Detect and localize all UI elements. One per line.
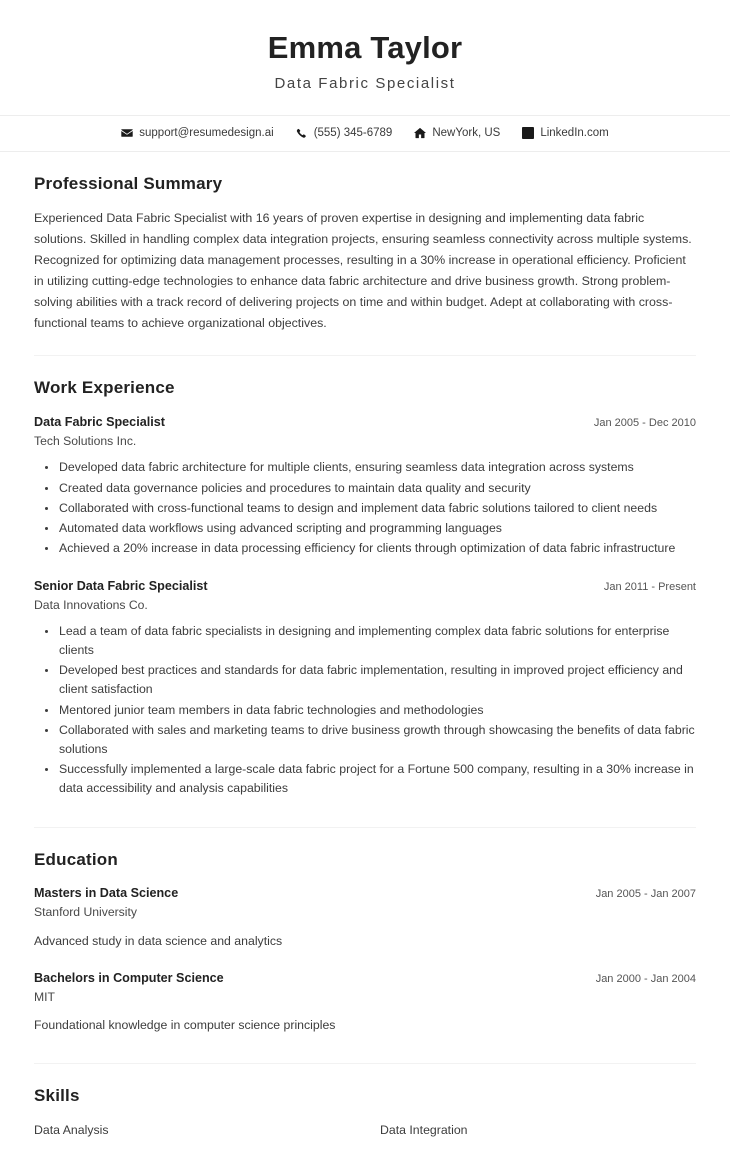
experience-dates: Jan 2011 - Present: [603, 580, 696, 593]
list-item: Achieved a 20% increase in data processing efficiency for clients through optimization of data fabric infrastructure: [34, 539, 696, 558]
education-description: Foundational knowledge in computer science principles: [34, 1018, 336, 1033]
header-job-title: Data Fabric Specialist: [274, 74, 456, 92]
contact-label-email: support@resumedesign.ai: [139, 127, 274, 140]
section-education: [0, 828, 730, 1064]
list-item: Collaborated with cross-functional teams to design and implement data fabric solutions tailored to client needs: [34, 499, 696, 518]
contact-item-email[interactable]: [121, 127, 273, 139]
section-work-experience: [0, 356, 730, 826]
experience-organization: Tech Solutions Inc.: [34, 433, 137, 448]
list-item: Developed data fabric architecture for multiple clients, ensuring seamless data integration across systems: [34, 458, 696, 477]
section-skills: [0, 1064, 730, 1165]
experience-entry: [34, 577, 696, 803]
experience-role: Data Fabric Specialist: [34, 414, 165, 429]
summary-text: Experienced Data Fabric Specialist with 16 years of proven expertise in designing and implementing data fabric solutions. Skilled in handling complex data integration projects, ensuring seamless connectivity across multiple systems. Recognized for optimizing data management processes, resulting in a 30% increase in operational efficiency. Proficient in utilizing cutting-edge technologies to enhance data fabric architecture and drive business growth. Strong problem-solving abilities with a track record of delivering projects on time and within budget. Adept at collaborating with cross-functional teams to achieve organizational objectives.: [34, 211, 692, 330]
section-title-skills: Skills: [34, 1086, 80, 1106]
contact-item-linkedin[interactable]: [522, 127, 608, 139]
experience-entry: [34, 413, 696, 563]
experience-entry-head: [34, 577, 696, 596]
contact-label-phone: (555) 345-6789: [313, 127, 393, 140]
education-entry: [34, 884, 696, 955]
section-title-summary: Professional Summary: [34, 174, 223, 194]
skill-item: Data Analysis: [34, 1122, 109, 1137]
education-description: Advanced study in data science and analytics: [34, 933, 283, 948]
skill-item: Data Integration: [380, 1122, 468, 1137]
experience-entry-head: [34, 413, 696, 432]
section-professional-summary: [0, 152, 730, 355]
education-institution: Stanford University: [34, 905, 137, 920]
linkedin-icon: [522, 127, 534, 139]
experience-organization: Data Innovations Co.: [34, 597, 148, 612]
education-dates: Jan 2005 - Jan 2007: [595, 888, 696, 901]
contact-bar: [0, 115, 730, 152]
list-item: Lead a team of data fabric specialists in designing and implementing complex data fabric solutions for enterprise clients: [34, 622, 696, 660]
experience-dates: Jan 2005 - Dec 2010: [593, 416, 696, 429]
section-title-experience: Work Experience: [34, 378, 175, 398]
section-title-education: Education: [34, 849, 118, 869]
education-entry: [34, 969, 696, 1040]
contact-label-linkedin: LinkedIn.com: [540, 127, 609, 140]
education-entry-head: [34, 884, 696, 903]
list-item: Automated data workflows using advanced scripting and programming languages: [34, 519, 696, 538]
experience-role: Senior Data Fabric Specialist: [34, 578, 208, 593]
list-item: Successfully implemented a large-scale data fabric project for a Fortune 500 company, resulting in a 30% increase in data accessibility and analysis capabilities: [34, 760, 696, 798]
experience-bullet-list: [34, 622, 696, 797]
phone-icon: [296, 127, 308, 139]
resume-header: [0, 0, 730, 115]
education-degree: Masters in Data Science: [34, 886, 179, 901]
experience-entries: [34, 413, 696, 827]
page-title: Emma Taylor: [267, 30, 463, 65]
contact-item-phone[interactable]: [296, 127, 393, 139]
skills-grid: [34, 1121, 696, 1165]
education-institution: MIT: [34, 989, 55, 1004]
list-item: Mentored junior team members in data fabric technologies and methodologies: [34, 701, 696, 720]
list-item: Created data governance policies and procedures to maintain data quality and security: [34, 479, 696, 498]
home-icon: [414, 127, 426, 139]
envelope-icon: [121, 127, 133, 139]
education-entries: [34, 884, 696, 1063]
list-item: Collaborated with sales and marketing teams to drive business growth through showcasing the benefits of data fabric solutions: [34, 721, 696, 759]
contact-item-location[interactable]: [414, 127, 500, 139]
contact-label-location: NewYork, US: [432, 127, 501, 140]
education-dates: Jan 2000 - Jan 2004: [595, 972, 696, 985]
list-item: Developed best practices and standards for data fabric implementation, resulting in improved project efficiency and client satisfaction: [34, 661, 696, 699]
education-entry-head: [34, 969, 696, 988]
education-degree: Bachelors in Computer Science: [34, 970, 224, 985]
experience-bullet-list: [34, 458, 696, 557]
